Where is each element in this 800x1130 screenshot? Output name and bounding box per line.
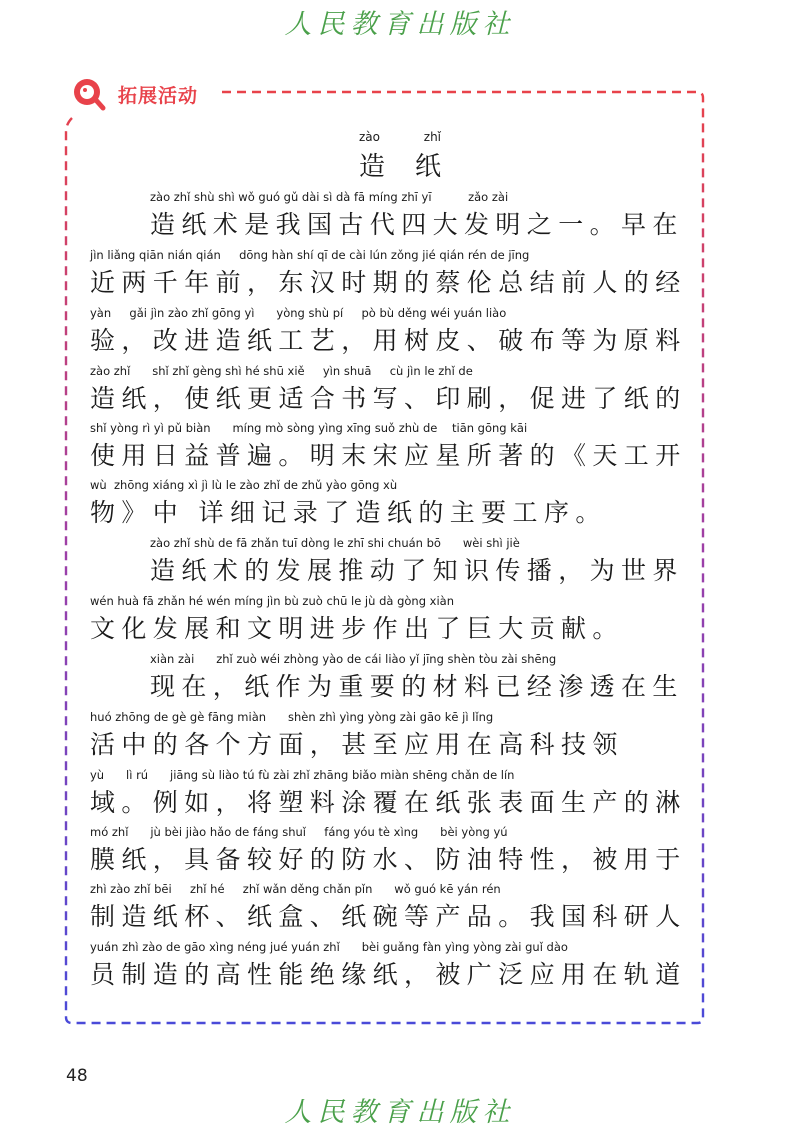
text-line <box>90 710 624 766</box>
text-line <box>90 478 607 534</box>
line-text: 近两千年前，东汉时期的蔡伦总结前人的经 <box>90 268 687 297</box>
section-header <box>72 77 198 111</box>
line-text: 员制造的高性能绝缘纸，被广泛应用在轨道 <box>90 960 687 989</box>
line-pinyin: jìn liǎng qiān nián qián dōng hàn shí qī de cài lún zǒng jié qián rén de jīng <box>90 248 530 262</box>
text-line <box>150 536 684 592</box>
text-line <box>90 594 624 650</box>
line-pinyin: xiàn zài zhǐ zuò wéi zhòng yào de cái liào yǐ jīng shèn tòu zài shēng <box>150 652 557 666</box>
text-line <box>90 768 687 824</box>
line-text: 物》中 详细记录了造纸的主要工序。 <box>90 498 607 527</box>
line-text: 使用日益普遍。明末宋应星所著的《天工开 <box>90 441 687 470</box>
line-pinyin: mó zhǐ jù bèi jiào hǎo de fáng shuǐ fáng yóu tè xìng bèi yòng yú <box>90 825 508 839</box>
line-text: 膜纸，具备较好的防水、防油特性，被用于 <box>90 845 687 874</box>
title-pinyin: zào zhǐ <box>358 130 442 144</box>
text-line <box>90 882 687 938</box>
text-line <box>90 306 687 362</box>
article-title: 造纸 <box>358 152 471 182</box>
line-text: 活中的各个方面，甚至应用在高科技领 <box>90 730 624 759</box>
text-line <box>90 421 687 477</box>
line-text: 现在，纸作为重要的材料已经渗透在生 <box>150 672 684 701</box>
line-pinyin: huó zhōng de gè gè fāng miàn shèn zhì yìng yòng zài gāo kē jì lǐng <box>90 710 494 724</box>
line-text: 造纸术是我国古代四大发明之一。早在 <box>150 210 684 239</box>
line-pinyin: zào zhǐ shù shì wǒ guó gǔ dài sì dà fā míng zhī yī zǎo zài <box>150 190 509 204</box>
text-line <box>90 364 687 420</box>
line-pinyin: zào zhǐ shù de fā zhǎn tuī dòng le zhī shi chuán bō wèi shì jiè <box>150 536 520 550</box>
text-line <box>150 652 684 708</box>
publisher-logo-top: 人民教育出版社 <box>284 9 516 40</box>
text-line <box>150 190 684 246</box>
line-pinyin: wén huà fā zhǎn hé wén míng jìn bù zuò chū le jù dà gòng xiàn <box>90 594 454 608</box>
line-pinyin: wù zhōng xiáng xì jì lù le zào zhǐ de zhǔ yào gōng xù <box>90 478 398 492</box>
line-pinyin: yù lì rú jiāng sù liào tú fù zài zhǐ zhāng biǎo miàn shēng chǎn de lín <box>90 768 515 782</box>
line-text: 造纸，使纸更适合书写、印刷，促进了纸的 <box>90 384 687 413</box>
line-text: 域。例如，将塑料涂覆在纸张表面生产的淋 <box>90 788 687 817</box>
line-text: 造纸术的发展推动了知识传播，为世界 <box>150 556 684 585</box>
line-text: 制造纸杯、纸盒、纸碗等产品。我国科研人 <box>90 902 687 931</box>
line-pinyin: yuán zhì zào de gāo xìng néng jué yuán zhǐ bèi guǎng fàn yìng yòng zài guǐ dào <box>90 940 568 954</box>
line-text: 文化发展和文明进步作出了巨大贡献。 <box>90 614 624 643</box>
page-number: 48 <box>66 1066 88 1086</box>
text-line <box>90 248 687 304</box>
line-text: 验，改进造纸工艺，用树皮、破布等为原料 <box>90 326 687 355</box>
line-pinyin: zào zhǐ shǐ zhǐ gèng shì hé shū xiě yìn shuā cù jìn le zhǐ de <box>90 364 473 378</box>
line-pinyin: zhì zào zhǐ bēi zhǐ hé zhǐ wǎn děng chǎn pǐn wǒ guó kē yán rén <box>90 882 501 896</box>
line-pinyin: shǐ yòng rì yì pǔ biàn míng mò sòng yìng xīng suǒ zhù de tiān gōng kāi <box>90 421 528 435</box>
section-title: 拓展活动 <box>118 84 199 107</box>
line-pinyin: yàn gǎi jìn zào zhǐ gōng yì yòng shù pí pò bù děng wéi yuán liào <box>90 306 507 320</box>
publisher-logo-bottom: 人民教育出版社 <box>284 1097 516 1128</box>
magnifier-icon <box>72 77 106 111</box>
text-line <box>90 940 687 996</box>
text-line <box>90 825 687 881</box>
